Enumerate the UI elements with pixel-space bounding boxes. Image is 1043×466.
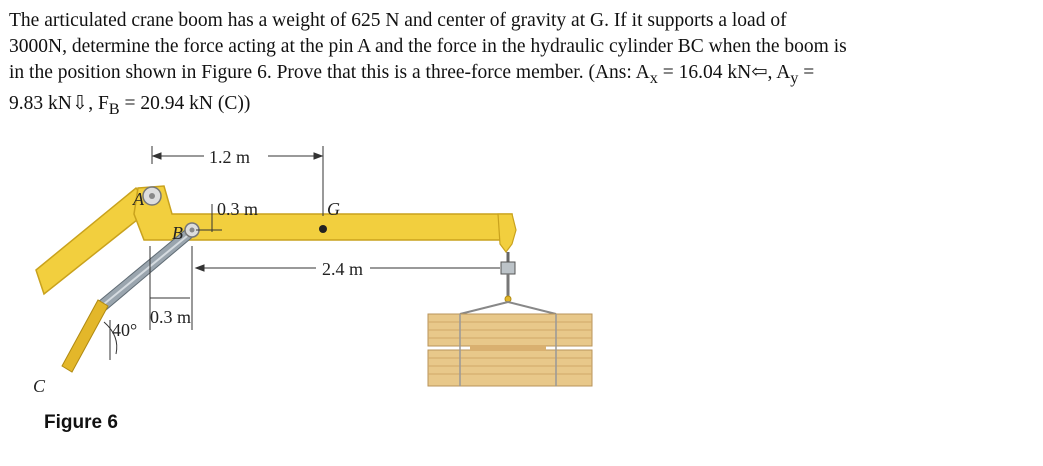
lumber-load	[428, 314, 592, 386]
figure-caption: Figure 6	[44, 412, 118, 433]
boom-tip	[498, 214, 516, 252]
label-dim-top: 1.2 m	[209, 147, 251, 167]
fb-value: = 20.94 kN (C))	[119, 92, 251, 114]
fb-subscript: B	[108, 99, 120, 118]
label-c: C	[33, 376, 46, 396]
ax-subscript: x	[649, 68, 658, 87]
hook-assembly	[460, 252, 556, 314]
arrow-down-icon: ⇩	[71, 92, 89, 114]
arrow-left-icon: ⇦	[751, 62, 768, 83]
cylinder-rod-lower	[62, 300, 108, 372]
problem-line-2: 3000N, determine the force acting at the pin A and the force in the hydraulic cylinder BC when the boom is	[9, 36, 847, 57]
label-dim-03-bottom: 0.3 m	[150, 307, 192, 327]
ay-subscript: y	[790, 68, 799, 87]
center-of-gravity-marker	[319, 225, 327, 233]
label-a: A	[133, 189, 144, 209]
problem-line-1: The articulated crane boom has a weight of 625 N and center of gravity at G. If it supports a load of	[9, 10, 787, 31]
ay-value: 9.83 kN	[9, 92, 72, 114]
label-dim-24: 2.4 m	[322, 259, 364, 279]
line3-text: in the position shown in Figure 6. Prove that this is a three-force member. (Ans: A	[9, 62, 650, 83]
label-g: G	[327, 199, 340, 219]
label-angle: 40°	[112, 320, 138, 340]
ay-label: , A	[767, 62, 791, 83]
ax-value: = 16.04 kN	[657, 62, 752, 83]
label-dim-03-top: 0.3 m	[217, 199, 259, 219]
label-b: B	[172, 223, 183, 243]
ay-equals: =	[798, 62, 815, 83]
fb-label: , F	[88, 92, 109, 114]
